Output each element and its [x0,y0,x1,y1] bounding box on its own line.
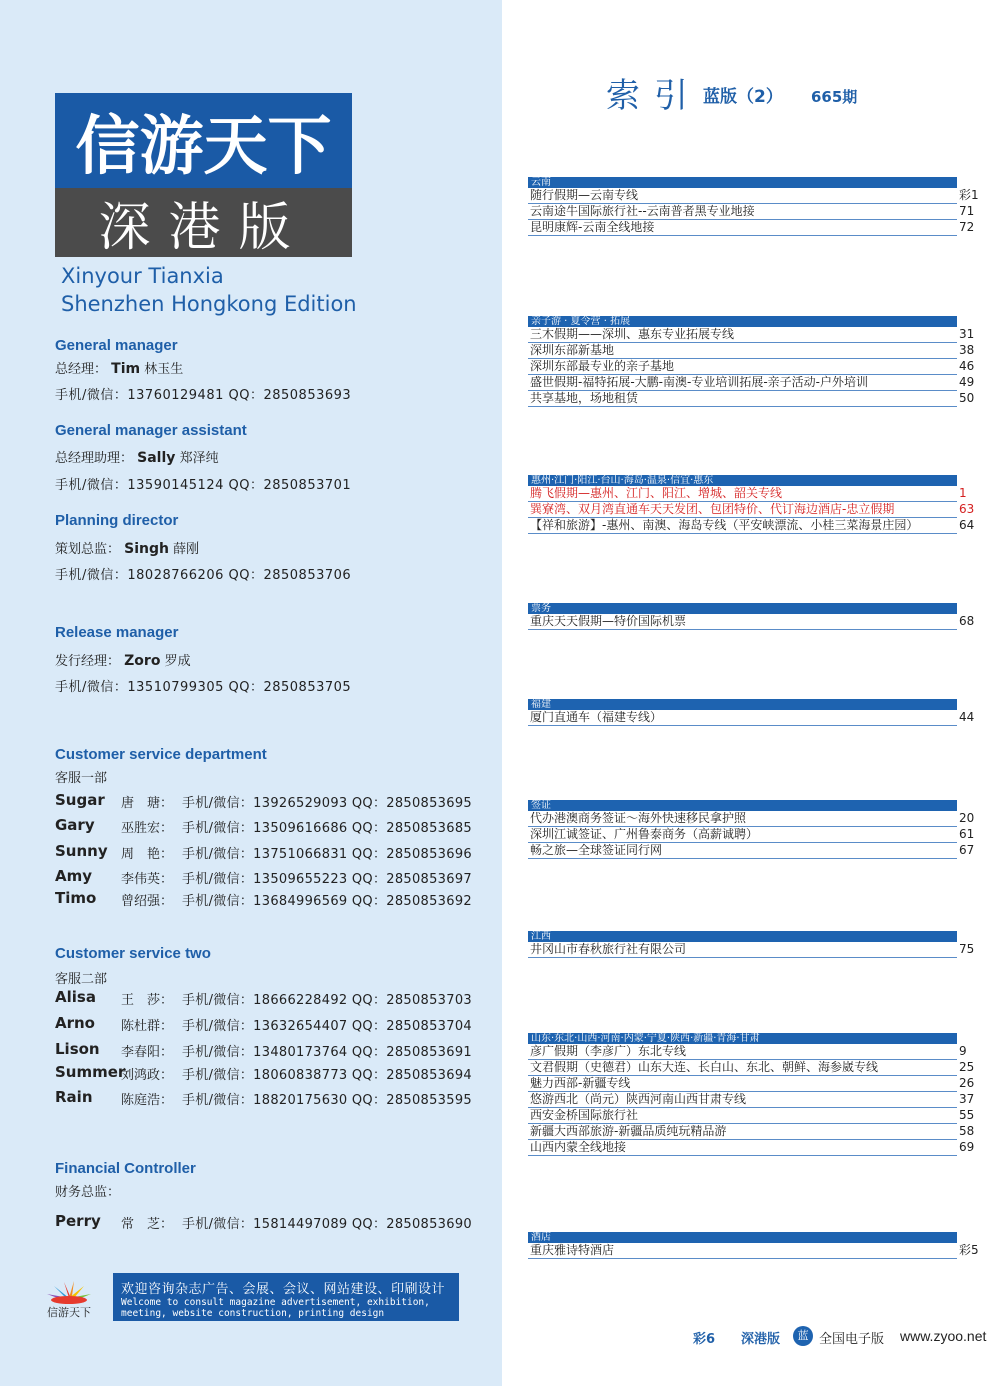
ad-en-2: meeting, website construction, printing design [121,1308,385,1319]
item-text: 重庆雅诗特酒店 [530,1243,615,1257]
item-page: 38 [959,343,975,357]
index-category [528,177,979,236]
cs1-en: Sugar [55,791,105,809]
index-item [528,502,975,518]
item-page: 46 [959,359,975,373]
rm-en-name: Zoro [124,653,161,669]
cs2-cn: 陈杜群： [121,1019,174,1034]
index-category [528,475,975,534]
footer-badge: 蓝 [793,1326,813,1346]
item-text: 彦广假期（李彦广）东北专线 [530,1044,687,1058]
cs2-cn: 李春阳： [121,1045,174,1060]
index-item [528,1092,975,1108]
item-text: 深圳东部新基地 [530,343,615,357]
cs2-info: 手机/微信：18060838773 QQ：2850853694 [182,1068,472,1083]
item-page: 44 [959,710,975,724]
item-page: 26 [959,1076,975,1090]
gma-title: General manager assistant [55,422,247,439]
brand-logo [55,93,352,257]
index-item [528,391,975,407]
item-page: 68 [959,614,975,628]
index-item [528,220,975,236]
pd-contact: 手机/微信：18028766206 QQ：2850853706 [55,568,352,583]
index-item [528,710,975,726]
brand-title-en: Xinyour Tianxia [61,264,224,288]
item-page: 72 [959,220,975,234]
cs1-info: 手机/微信：13509616686 QQ：2850853685 [182,821,472,836]
item-text: 深圳江诚签证、广州鲁泰商务（高薪诚聘） [530,827,759,841]
gma-en-name: Sally [137,450,176,466]
cs1-en: Gary [55,816,95,834]
brand-edition: 深港版 [55,188,352,257]
cs1-info: 手机/微信：13751066831 QQ：2850853696 [182,847,472,862]
item-text: 厦门直通车（福建专线） [530,710,663,724]
item-text: 腾飞假期—惠州、江门、阳江、增城、韶关专线 [530,486,783,500]
item-text: 巽寮湾、双月湾直通车天天发团、包团特价、代订海边酒店-忠立假期 [530,502,895,516]
item-text: 新疆大西部旅游-新疆品质纯玩精品游 [530,1124,727,1138]
gm-name-line [55,358,183,377]
cs1-en: Amy [55,867,93,885]
cs2-title: Customer service two [55,945,211,962]
rm-role: 发行经理： [55,654,121,669]
index-item [528,827,975,843]
index-item [528,1060,975,1076]
sun-logo-icon [34,1278,104,1320]
item-page: 67 [959,843,975,857]
index-category [528,603,975,630]
cs1-cn: 巫胜宏： [121,821,174,836]
item-page: 58 [959,1124,975,1138]
cs2-sub: 客服二部 [55,972,108,987]
cs2-info: 手机/微信：13480173764 QQ：2850853691 [182,1045,472,1060]
cs2-cn: 王 莎： [121,993,174,1008]
index-item [528,1243,979,1259]
category-header: 江西 [528,931,957,942]
index-issue: 665期 [811,88,858,106]
item-page: 31 [959,327,975,341]
item-page: 63 [959,502,975,516]
fc-info: 手机/微信：15814497089 QQ：2850853690 [182,1217,472,1232]
item-page: 25 [959,1060,975,1074]
index-item [528,942,975,958]
index-title: 索引 [606,76,702,116]
cs2-en: Alisa [55,988,96,1006]
small-logo-text: 信游天下 [47,1306,91,1319]
cs1-info: 手机/微信：13509655223 QQ：2850853697 [182,872,472,887]
rm-contact: 手机/微信：13510799305 QQ：2850853705 [55,680,352,695]
cs2-cn: 陈庭浩： [121,1093,174,1108]
brand-edition-en: Shenzhen Hongkong Edition [61,292,357,316]
fc-title: Financial Controller [55,1160,196,1177]
gma-contact: 手机/微信：13590145124 QQ：2850853701 [55,478,352,493]
index-item [528,188,979,204]
index-item [528,1140,975,1156]
pd-en-name: Singh [124,541,169,557]
pd-name-line [55,538,199,557]
index-category [528,316,975,407]
item-page: 75 [959,942,975,956]
cs1-cn: 李伟英： [121,872,174,887]
cs2-en: Arno [55,1014,95,1032]
item-text: 云南途牛国际旅行社--云南普者黑专业地接 [530,204,755,218]
cs1-info: 手机/微信：13926529093 QQ：2850853695 [182,796,472,811]
item-text: 昆明康辉-云南全线地接 [530,220,655,234]
index-item [528,204,975,220]
item-page: 彩1 [959,188,979,202]
item-page: 61 [959,827,975,841]
item-text: 共享基地，场地租赁 [530,391,639,405]
category-header: 亲子游 · 夏令营 · 拓展 [528,316,957,327]
item-text: 井冈山市春秋旅行社有限公司 [530,942,687,956]
item-page: 49 [959,375,975,389]
item-text: 西安金桥国际旅行社 [530,1108,639,1122]
index-item [528,1124,975,1140]
index-category [528,800,975,859]
category-header: 山东·东北·山西·河南·内蒙·宁夏·陕西·新疆·青海·甘肃 [528,1033,957,1044]
index-item [528,1108,975,1124]
item-page: 50 [959,391,975,405]
item-text: 随行假期—云南专线 [530,188,639,202]
fc-en: Perry [55,1212,101,1230]
item-text: 深圳东部最专业的亲子基地 [530,359,675,373]
item-text: 代办港澳商务签证～海外快速移民拿护照 [530,811,747,825]
item-page: 64 [959,518,975,532]
fc-sub: 财务总监： [55,1185,121,1200]
cs1-cn: 唐 瑭： [121,796,174,811]
item-text: 三木假期——深圳、惠东专业拓展专线 [530,327,735,341]
index-item [528,375,975,391]
gm-title: General manager [55,337,178,354]
category-header: 惠州·江门·阳江·台山·海岛·温泉·信宜·惠东 [528,475,957,486]
cs2-cn: 刘鸿政： [121,1068,174,1083]
item-page: 1 [959,486,967,500]
footer-label: 全国电子版 [819,1332,885,1347]
footer-page: 彩6 [693,1332,716,1347]
index-item [528,486,967,502]
index-category [528,931,975,958]
index-item [528,1076,975,1092]
category-header: 签证 [528,800,957,811]
index-category [528,1033,975,1156]
gma-role: 总经理助理： [55,451,134,466]
footer-url[interactable]: www.zyoo.net [900,1328,987,1344]
category-header: 票务 [528,603,957,614]
item-page: 37 [959,1092,975,1106]
index-item [528,359,975,375]
gma-cn-name: 郑泽纯 [179,451,219,466]
ad-en-1: Welcome to consult magazine advertisement, exhibition, [121,1297,430,1308]
index-item [528,811,975,827]
item-text: 文君假期（史德君）山东大连、长白山、东北、朝鲜、海参崴专线 [530,1060,879,1074]
cs2-en: Summer [55,1063,126,1081]
index-item [528,327,975,343]
fc-cn: 常 芝： [121,1217,174,1232]
index-item [528,343,975,359]
index-item [528,518,975,534]
cs2-en: Lison [55,1040,100,1058]
index-category [528,1232,979,1259]
cs1-en: Sunny [55,842,108,860]
item-page: 彩5 [959,1243,979,1257]
rm-name-line [55,650,191,669]
category-header: 酒店 [528,1232,957,1243]
cs1-en: Timo [55,889,97,907]
gm-en-name: Tim [111,361,141,377]
footer-edition: 深港版 [741,1332,781,1347]
gm-cn-name: 林玉生 [144,362,184,377]
gm-contact: 手机/微信：13760129481 QQ：2850853693 [55,388,352,403]
category-header: 福建 [528,699,957,710]
gma-name-line [55,447,219,466]
index-item [528,1044,967,1060]
item-text: 盛世假期-福特拓展-大鹏-南澳-专业培训拓展-亲子活动-户外培训 [530,375,868,389]
category-header: 云南 [528,177,957,188]
sun-rays [47,1281,91,1304]
ad-banner [113,1273,459,1321]
rm-cn-name: 罗成 [164,654,191,669]
rm-title: Release manager [55,624,179,641]
item-text: 悠游西北（尚元）陕西河南山西甘肃专线 [530,1092,747,1106]
cs1-cn: 曾绍强： [121,894,174,909]
item-text: 重庆天天假期—特价国际机票 [530,614,687,628]
brand-title: 信游天下 [55,93,352,188]
cs2-en: Rain [55,1088,93,1106]
item-page: 69 [959,1140,975,1154]
cs1-title: Customer service department [55,746,267,763]
cs1-cn: 周 艳： [121,847,174,862]
cs1-info: 手机/微信：13684996569 QQ：2850853692 [182,894,472,909]
index-item [528,614,975,630]
pd-role: 策划总监： [55,542,121,557]
index-item [528,843,975,859]
pd-title: Planning director [55,512,179,529]
pd-cn-name: 薛刚 [173,542,200,557]
cs2-info: 手机/微信：18820175630 QQ：2850853595 [182,1093,472,1108]
index-sub: 蓝版（2） [703,87,783,107]
item-page: 55 [959,1108,975,1122]
cs2-info: 手机/微信：18666228492 QQ：2850853703 [182,993,472,1008]
item-text: 畅之旅—全球签证同行网 [530,843,663,857]
item-text: 山西内蒙全线地接 [530,1140,627,1154]
cs1-sub: 客服一部 [55,771,108,786]
item-page: 71 [959,204,975,218]
item-text: 魅力西部-新疆专线 [530,1076,631,1090]
index-category [528,699,975,726]
cs2-info: 手机/微信：13632654407 QQ：2850853704 [182,1019,472,1034]
item-text: 【祥和旅游】-惠州、南澳、海岛专线（平安峡漂流、小桂三菜海景庄园） [530,518,919,532]
item-page: 20 [959,811,975,825]
item-page: 9 [959,1044,967,1058]
ad-cn: 欢迎咨询杂志广告、会展、会议、网站建设、印刷设计 [121,1282,446,1297]
gm-role: 总经理： [55,362,108,377]
